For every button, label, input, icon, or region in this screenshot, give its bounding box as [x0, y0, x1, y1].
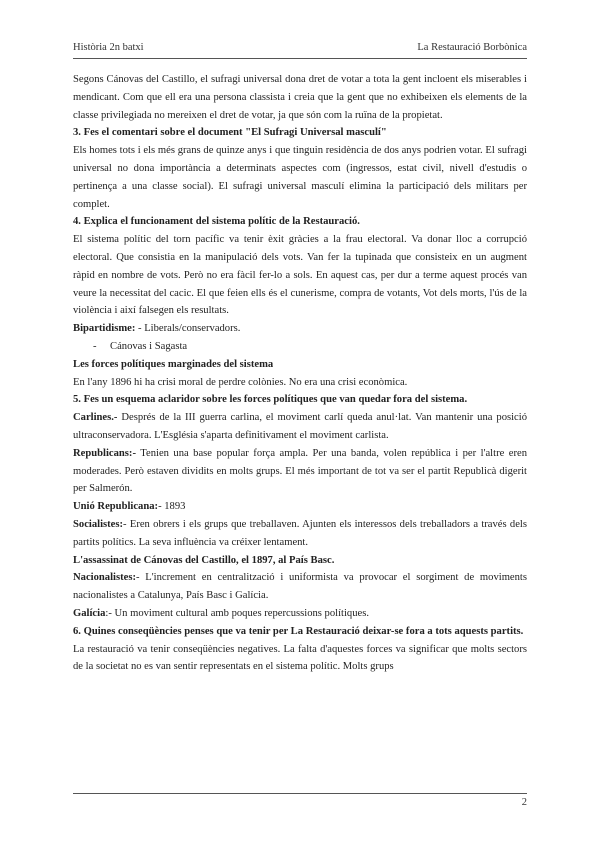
galicia-entry [73, 605, 527, 623]
list-item: - Cánovas i Sagasta [93, 338, 527, 356]
paragraph-canovas-suffrage: Segons Cánovas del Castillo, el sufragi universal dona dret de votar a tota la gent incloent els miserables i mendicant. Com que ell era una persona classista i creia que la gent que no exhibeixen els elements de la classe privilegiada no mereixen el dret de votar, ja que són com la ruïna de la propietat. [73, 74, 527, 121]
republicans-text: Tenien una base popular força ampla. Per una banda, volen república i per l'altre eren moderades. Però estaven dividits en molts grups. El més important de tot va ser el partit Republicà digerit per Salmerón. [73, 447, 527, 495]
bipartidisme-line [73, 320, 527, 338]
paragraph-1896-crisis: En l'any 1896 hi ha crisi moral de perdre colònies. No era una crisi econòmica. [73, 376, 408, 388]
question-4-heading: 4. Explica el funcionament del sistema polític de la Restauració. [73, 216, 360, 228]
paragraph-political-system: El sistema polític del torn pacífic va tenir èxit gràcies a la frau electoral. Va donar lloc a corrupció electoral. Que consistia en la manipulació dels vots. Van fer la tupinada que consisteix en un augment ràpid en nombre de vots. Però no era fàcil fer-lo a sols. En aquest cas, per dur a terme aquest procés van veure la necessitat del cacic. El que feien ells és el cunerisme, compra de votants, Vot dels morts, l'ús de la violència i així falsegen els resultats. [73, 234, 527, 317]
assassination-heading: L'assassinat de Cánovas del Castillo, el 1897, al País Basc. [73, 554, 335, 566]
paragraph-universal-suffrage: Els homes tots i els més grans de quinze anys i que tinguin residència de dos anys podrien votar. El sufragi universal no dona importància a determinats aspectes com (ingressos, estat civil, nivell d'estudis o pertinença a una classe social). El sufragi universal masculí elimina la participació dels militars per complet. [73, 145, 527, 210]
bipartidisme-text: - Liberals/conservadors. [135, 323, 241, 335]
header-topic: La Restauració Borbònica [417, 42, 527, 53]
document-body [73, 71, 527, 676]
socialistes-label: Socialistes: [73, 518, 124, 530]
republicans-label: Republicans:- [73, 447, 136, 459]
nacionalistes-text: - L'increment en centralització i uniformista va provocar el sorgiment de moviments nacionalistes a Catalunya, País Basc i Galícia. [73, 572, 527, 602]
unio-republicana-label: Unió Republicana: [73, 501, 159, 513]
republicans-entry [73, 445, 527, 498]
question-6-heading: 6. Quines conseqüències penses que va tenir per La Restauració deixar-se fora a tots aquests partits. [73, 625, 524, 637]
page-header [73, 42, 527, 53]
header-subject: Història 2n batxi [73, 42, 144, 53]
socialistes-entry [73, 516, 527, 552]
bipartidisme-list [73, 338, 527, 356]
nacionalistes-entry [73, 569, 527, 605]
paragraph-consequences: La restauració va tenir conseqüències negatives. La falta d'aquestes forces va significar que molts sectors de la societat no es van sentir representats en el sistema polític. Molts grups [73, 643, 527, 673]
header-divider [73, 58, 527, 59]
bipartidisme-label: Bipartidisme: [73, 323, 136, 335]
footer-divider [73, 793, 527, 794]
socialistes-text: - Eren obrers i els grups que treballaven. Ajunten els interessos dels treballadors a través dels partits polítics. La seva influència va créixer lentament. [73, 518, 527, 548]
carlines-entry [73, 409, 527, 445]
unio-republicana-text: - 1893 [158, 501, 186, 513]
question-3-heading: 3. Fes el comentari sobre el document "El Sufragi Universal masculí" [73, 127, 387, 139]
galicia-text: :- Un moviment cultural amb poques repercussions polítiques. [105, 607, 369, 619]
galicia-label: Galícia [73, 607, 106, 619]
carlines-text: Després de la III guerra carlina, el moviment carlí queda anul·lat. Van mantenir una posició ultraconservadora. L'Església s'aparta definitivament el moviment carlista. [73, 412, 527, 441]
marginal-forces-heading: Les forces polítiques marginades del sistema [73, 358, 274, 370]
question-5-heading: 5. Fes un esquema aclaridor sobre les forces polítiques que van quedar fora del sistema. [73, 394, 468, 406]
page-number: 2 [521, 797, 527, 808]
carlines-label: Carlines.- [73, 412, 118, 424]
unio-republicana-entry [73, 498, 527, 516]
nacionalistes-label: Nacionalistes: [73, 572, 136, 584]
